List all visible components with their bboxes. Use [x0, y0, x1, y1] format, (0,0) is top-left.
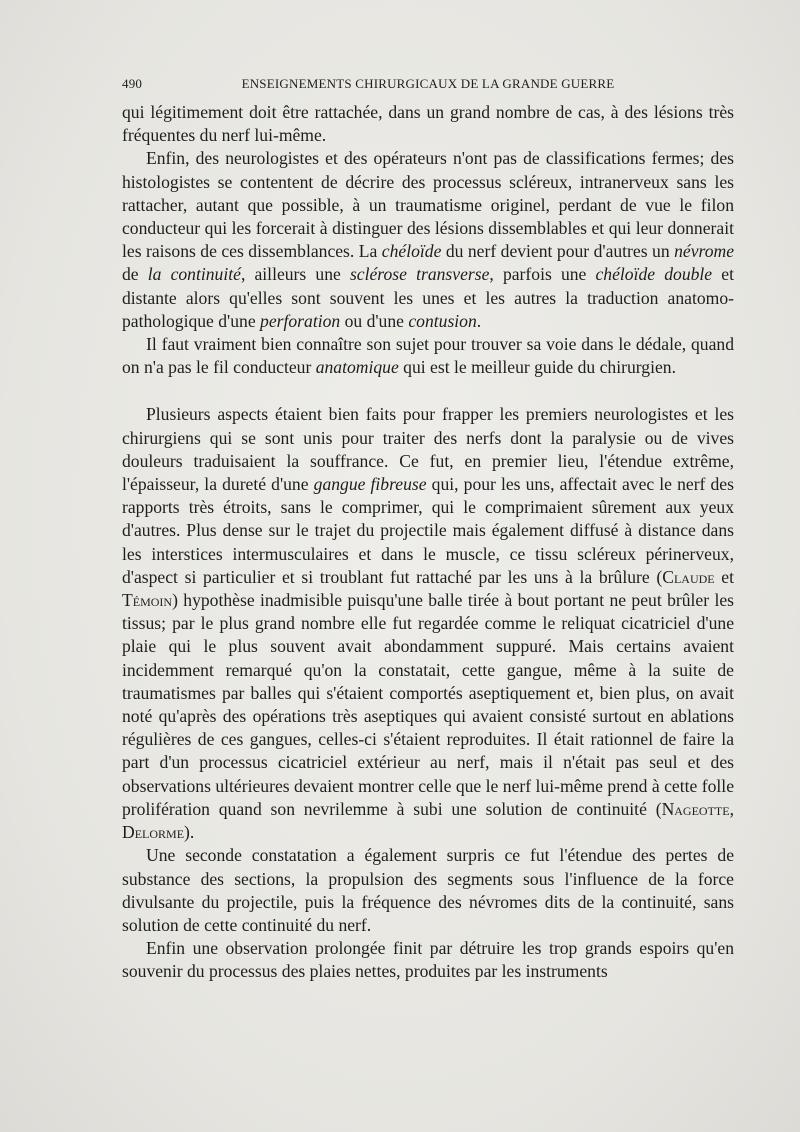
running-title: ENSEIGNEMENTS CHIRURGICAUX DE LA GRANDE GUERRE — [241, 76, 615, 91]
page-header — [122, 76, 734, 96]
paragraph-seconde-constatation: Une seconde constatation a également surpris ce fut l'étendue des pertes de substance des sections, la propulsion des segments sous l'influence de la force divulsante du projectile, puis la fréquence des névromes dits de la continuité, sans solution de cette continuité du nerf. — [122, 845, 734, 935]
section-gap — [122, 379, 734, 403]
paragraph-classifications: Enfin, des neurologistes et des opérateurs n'ont pas de classifications fermes; des histologistes se contentent de décrire des processus scléreux, intranerveux sans les rattacher, autant que possible, à un traumatisme originel, perdant de vue le filon conducteur qui les forcerait à distinguer des lésions dissemblables et qui leur donnerait les raisons de ces dissemblances. La chéloïde du nerf devient pour d'autres un névrome de la continuité, ailleurs une sclérose transverse, parfois une chéloïde double et distante alors qu'elles sont souvent les unes et les autres la traduction anatomo-pathologique d'une perforation ou d'une contusion. — [122, 148, 735, 331]
body-text — [122, 101, 734, 984]
paragraph-dedale: Il faut vraiment bien connaître son sujet pour trouver sa voie dans le dédale, quand on n'a pas le fil conducteur anatomique qui est le meilleur guide du chirurgien. — [122, 334, 734, 378]
paragraph-observation-prolongee: Enfin une observation prolongée finit par détruire les trop grands espoirs qu'en souvenir du processus des plaies nettes, produites par les instruments — [122, 938, 734, 982]
page-number: 490 — [122, 76, 143, 91]
paragraph-continuation: qui légitimement doit être rattachée, dans un grand nombre de cas, à des lésions très fréquentes du nerf lui-même. — [122, 102, 734, 146]
paragraph-aspects: Plusieurs aspects étaient bien faits pour frapper les premiers neurologistes et les chirurgiens qui se sont unis pour traiter des nerfs dont la paralysie ou de vives douleurs traduisaient la souffrance. Ce fut, en premier lieu, l'étendue extrême, l'épaisseur, la dureté d'une gangue fibreuse qui, pour les uns, affectait avec le nerf des rapports très étroits, sans le comprimer, qui le comprimaient sûrement aux yeux d'autres. Plus dense sur le trajet du projectile mais également diffusé à distance dans les interstices intermusculaires et dans le muscle, ce tissu scléreux périnerveux, d'aspect si particulier et si troublant fut rattaché par les uns à la brûlure (Claude et Témoin) hypothèse inadmisible puisqu'une balle tirée à bout portant ne peut brûler les tissus; par le plus grand nombre elle fut regardée comme le reliquat cicatriciel d'une plaie qui le plus souvent avait abondamment suppuré. Mais certains avaient incidemment remarqué qu'on la constatait, cette gangue, même à la suite de traumatismes par balles qui s'étaient comportés aseptiquement et, bien plus, on avait noté qu'après des opérations très aseptiques qui avaient consisté surtout en ablations régulières de ces gangues, celles-ci s'étaient reproduites. Il était rationnel de faire la part d'un processus cicatriciel extérieur au nerf, mais il n'était pas seul et des observations ultérieures devaient montrer celle que le nerf lui-même prend à cette folle prolifération quand son nevrilemme à subi une solution de continuité (Nageotte, Delorme). — [122, 404, 734, 843]
